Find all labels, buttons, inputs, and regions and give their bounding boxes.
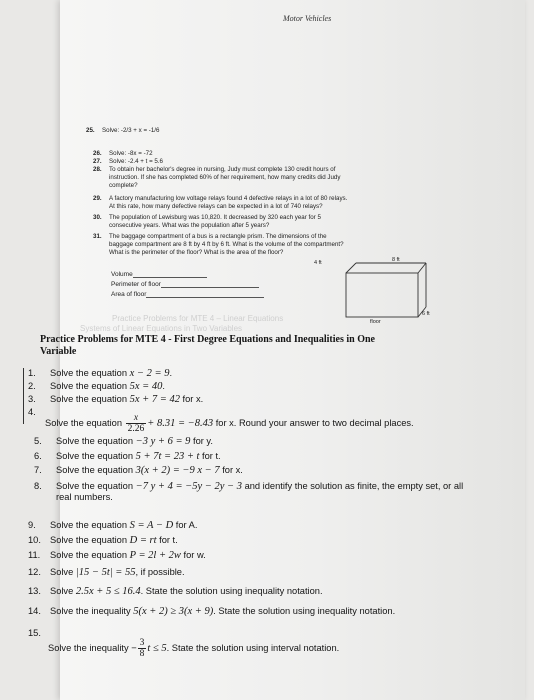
problem-13: 13. Solve 2.5x + 5 ≤ 16.4. State the solution using inequality notation. [28,586,323,597]
volume-line: Volume [111,271,207,278]
problem-4-number: 4. [28,407,36,417]
problem-30: 30. The population of Lewisburg was 10,820. It decreased by 320 each year for 5 consecutive years. What was the population after 5 years? [93,214,321,229]
problem-10: 10. Solve the equation D = rt for t. [28,535,178,546]
problem-6: 6. Solve the equation 5 + 7t = 23 + t for t. [34,451,221,462]
problem-14: 14. Solve the inequality 5(x + 2) ≥ 3(x + 9). State the solution using inequality notation. [28,606,396,617]
prism-height-label: 6 ft [422,311,430,317]
problem-2: 2. Solve the equation 5x = 40. [28,381,165,392]
problem-28: 28. To obtain her bachelor's degree in nursing, Judy must complete 130 credit hours of instruction. If she has completed 60% of her requirement, how many credits did Judy complete? [93,166,341,189]
problem-9: 9. Solve the equation S = A − D for A. [28,520,198,531]
problem-7: 7. Solve the equation 3(x + 2) = −9 x − 7 for x. [34,465,243,476]
fraction-3-over-8: $\frac{3}{8}$ [139,638,145,659]
perimeter-line: Perimeter of floor [111,281,259,288]
number-column-bar [23,368,24,424]
ghost-line-2: Systems of Linear Equations in Two Variables [80,324,243,333]
problem-4: Solve the equation $\frac{x}{2.26}$ + 8.31 = −8.43 for x. Round your answer to two decimal places. [45,413,414,434]
problem-5: 5. Solve the equation −3 y + 6 = 9 for y. [34,436,213,447]
prism-figure [314,255,430,325]
problem-15-number: 15. [28,628,41,638]
problem-1: 1. Solve the equation x − 2 = 9. [28,368,173,379]
problem-12: 12. Solve |15 − 5t| = 55, if possible. [28,567,185,578]
section-title: Practice Problems for MTE 4 - First Degree Equations and Inequalities in One Variable [40,334,375,357]
problem-26: 26. Solve: -8x = -72 [93,150,153,157]
problem-3: 3. Solve the equation 5x + 7 = 42 for x. [28,394,204,405]
area-line: Area of floor [111,291,264,298]
problem-25: 25. Solve: -2/3 + x = -1/6 [86,127,160,134]
problem-31: 31. The baggage compartment of a bus is a rectangle prism. The dimensions of the baggage compartment are 8 ft by 4 ft by 6 ft. What is the volume of the compartment? What is the perimeter of the floor? What is the area of the floor? [93,233,344,256]
problem-15: Solve the inequality − $\frac{3}{8}$ t ≤ 5. State the solution using interval notation. [48,638,340,659]
problem-11: 11. Solve the equation P = 2l + 2w for w. [28,550,206,561]
prism-front-face [346,273,418,317]
page-header: Motor Vehicles [283,14,332,23]
problem-27: 27. Solve: -2.4 + t = 5.6 [93,158,164,165]
prism-floor-label: floor [370,319,381,325]
ghost-line-1: Practice Problems for MTE 4 – Linear Equations [112,314,284,323]
problem-29: 29. A factory manufacturing low voltage relays found 4 defective relays in a lot of 80 relays. At this rate, how many defective relays can be expected in a lot of 740 relays? [93,195,348,210]
fraction-x-over-2-26: $\frac{x}{2.26}$ [127,413,145,434]
problem-8: 8. Solve the equation −7 y + 4 = −5y − 2y − 3 and identify the solution as finite, the empty set, or all real numbers. [34,481,464,502]
prism-side-label: 4 ft [314,260,322,266]
prism-top-label: 8 ft [392,257,400,263]
